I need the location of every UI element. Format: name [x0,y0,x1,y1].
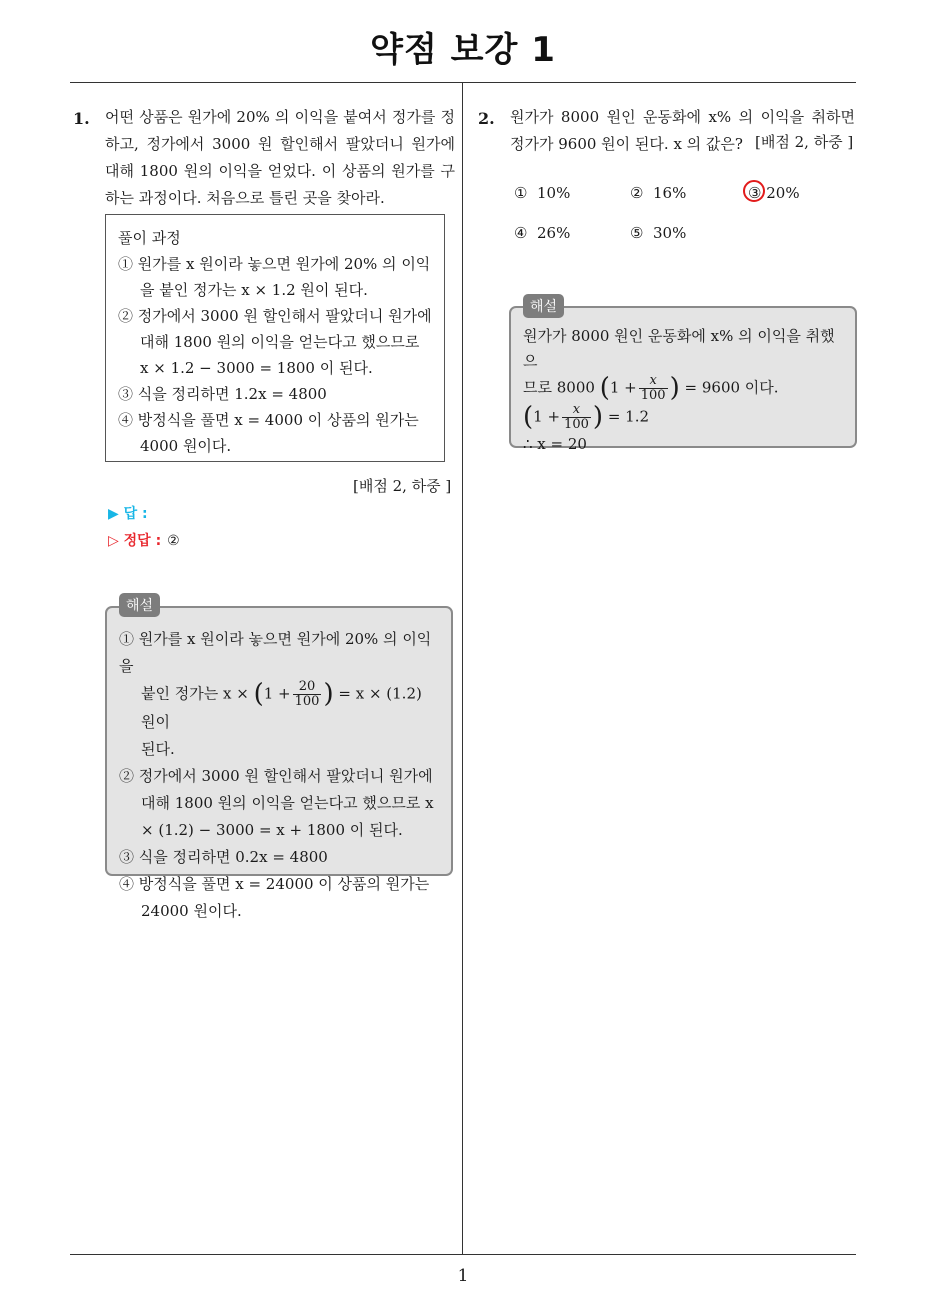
top-rule [70,82,856,83]
q2-solution-line-3 [523,403,845,432]
left-paren: ( [253,679,264,709]
q2-choice-4[interactable] [514,224,570,242]
q2-solution-fraction [562,403,591,432]
bottom-rule [70,1254,856,1255]
q1-solution-box [105,606,453,920]
q1-solution-one: 1 + [263,684,291,703]
q1-process-step-2: ② 정가에서 3000 원 할인해서 팔았더니 원가에 대해 1800 원의 이익을 얻는다고 했으므로 x × 1.2 − 3000 = 1800 이 된다. [118,307,432,377]
q1-solution-line-1b [119,680,441,736]
q1-process-title: 풀이 과정 [118,229,181,247]
q1-solution-line-3: ③ 식을 정리하면 0.2x = 4800 [119,848,328,866]
fraction-numerator [562,403,591,418]
fraction-denominator: 100 [294,694,320,709]
q2-choice-5[interactable] [630,224,686,242]
q2-choice-3[interactable] [748,184,800,202]
q1-score: [배점 2, 하중 ] [353,477,452,495]
page-number: 1 [457,1266,469,1286]
fraction-variable: x [572,402,581,417]
left-paren: ( [523,402,534,432]
q1-solution-line-4: ④ 방정식을 풀면 x = 24000 이 상품의 원가는 24000 원이다. [119,875,430,920]
q2-solution-text: = 9600 이다. [684,378,779,397]
right-paren: ) [592,402,604,432]
q1-text: 어떤 상품은 원가에 20% 의 이익을 붙여서 정가를 정하고, 정가에서 3000 원 할인해서 팔았더니 원가에 대해 1800 원의 이익을 얻었다. 이 상품의 원가를 구하는 과정이다. 처음으로 틀린 곳을 찾아라. [105,108,455,207]
choice-value: 20% [766,184,800,202]
fraction-numerator: 20 [293,680,322,695]
q2-solution-one: 1 + [609,378,637,397]
q1-correct-answer [108,530,180,550]
choice-value: 26% [537,224,571,242]
page-title: 약점 보강 1 [370,30,556,70]
q1-process-step-1: ① 원가를 x 원이라 놓으면 원가에 20% 의 이익을 붙인 정가는 x × 1.2 원이 된다. [118,255,431,299]
choice-mark: ⑤ [630,224,644,242]
q1-solution-fraction [293,680,322,709]
q2-solution-one: 1 + [533,407,561,426]
left-paren: ( [599,373,610,403]
fraction-denominator: 100 [564,417,589,432]
q1-solution-text: = x × (1.2) 원이 [141,684,422,731]
fraction-denominator: 100 [640,388,666,403]
q1-process-step-3: ③ 식을 정리하면 1.2x = 4800 [118,385,327,403]
selected-circle-icon [743,180,765,202]
right-paren: ) [669,373,680,403]
q2-solution-text: 므로 8000 [523,378,595,397]
q2-choice-2[interactable] [630,184,686,202]
q1-solution-tag: 해설 [119,593,160,617]
q2-solution-tag: 해설 [523,294,564,318]
choice-mark: ③ [748,184,762,202]
q1-correct-value: ② [167,533,180,549]
q1-correct-label: ▷ 정답 : [108,533,162,549]
q2-solution-text: = 1.2 [607,407,650,426]
choice-value: 16% [653,184,687,202]
q1-process-step-4: ④ 방정식을 풀면 x = 4000 이 상품의 원가는 4000 원이다. [118,411,419,455]
q1-solution-line-2: ② 정가에서 3000 원 할인해서 팔았더니 원가에 대해 1800 원의 이익을 얻는다고 했으므로 x × (1.2) − 3000 = x + 1800 이 된다. [119,767,434,839]
choice-mark: ② [630,184,644,202]
q2-solution-line-4: ∴ x = 20 [523,435,587,453]
choice-value: 10% [537,184,571,202]
q1-answer-input[interactable]: ▶ 답 : [108,506,148,522]
fraction-numerator [639,374,668,389]
column-divider [462,83,463,1255]
right-paren: ) [323,679,334,709]
q2-solution-line-2 [523,374,845,403]
choice-mark: ④ [514,224,528,242]
q1-number: 1. [73,109,90,128]
choice-mark: ① [514,184,528,202]
q2-solution-line-1: 원가가 8000 원인 운동화에 x% 의 이익을 취했으 [523,327,835,370]
q2-solution-fraction [639,374,668,403]
q2-number: 2. [478,109,495,128]
q2-choice-1[interactable] [514,184,570,202]
fraction-variable: x [649,373,657,388]
q2-score: [배점 2, 하중 ] [755,133,854,151]
q1-process-box [105,214,445,462]
q1-solution-line-1: ① 원가를 x 원이라 놓으면 원가에 20% 의 이익을 [119,630,432,675]
q1-solution-line-1c: 된다. [141,740,175,758]
q1-solution-text: 붙인 정가는 x × [141,684,249,703]
q2-solution-box [509,306,857,453]
q2-text: 원가가 8000 원인 운동화에 x% 의 이익을 취하면 정가가 9600 원이 된다. x 의 값은? [510,108,855,153]
choice-value: 30% [653,224,687,242]
